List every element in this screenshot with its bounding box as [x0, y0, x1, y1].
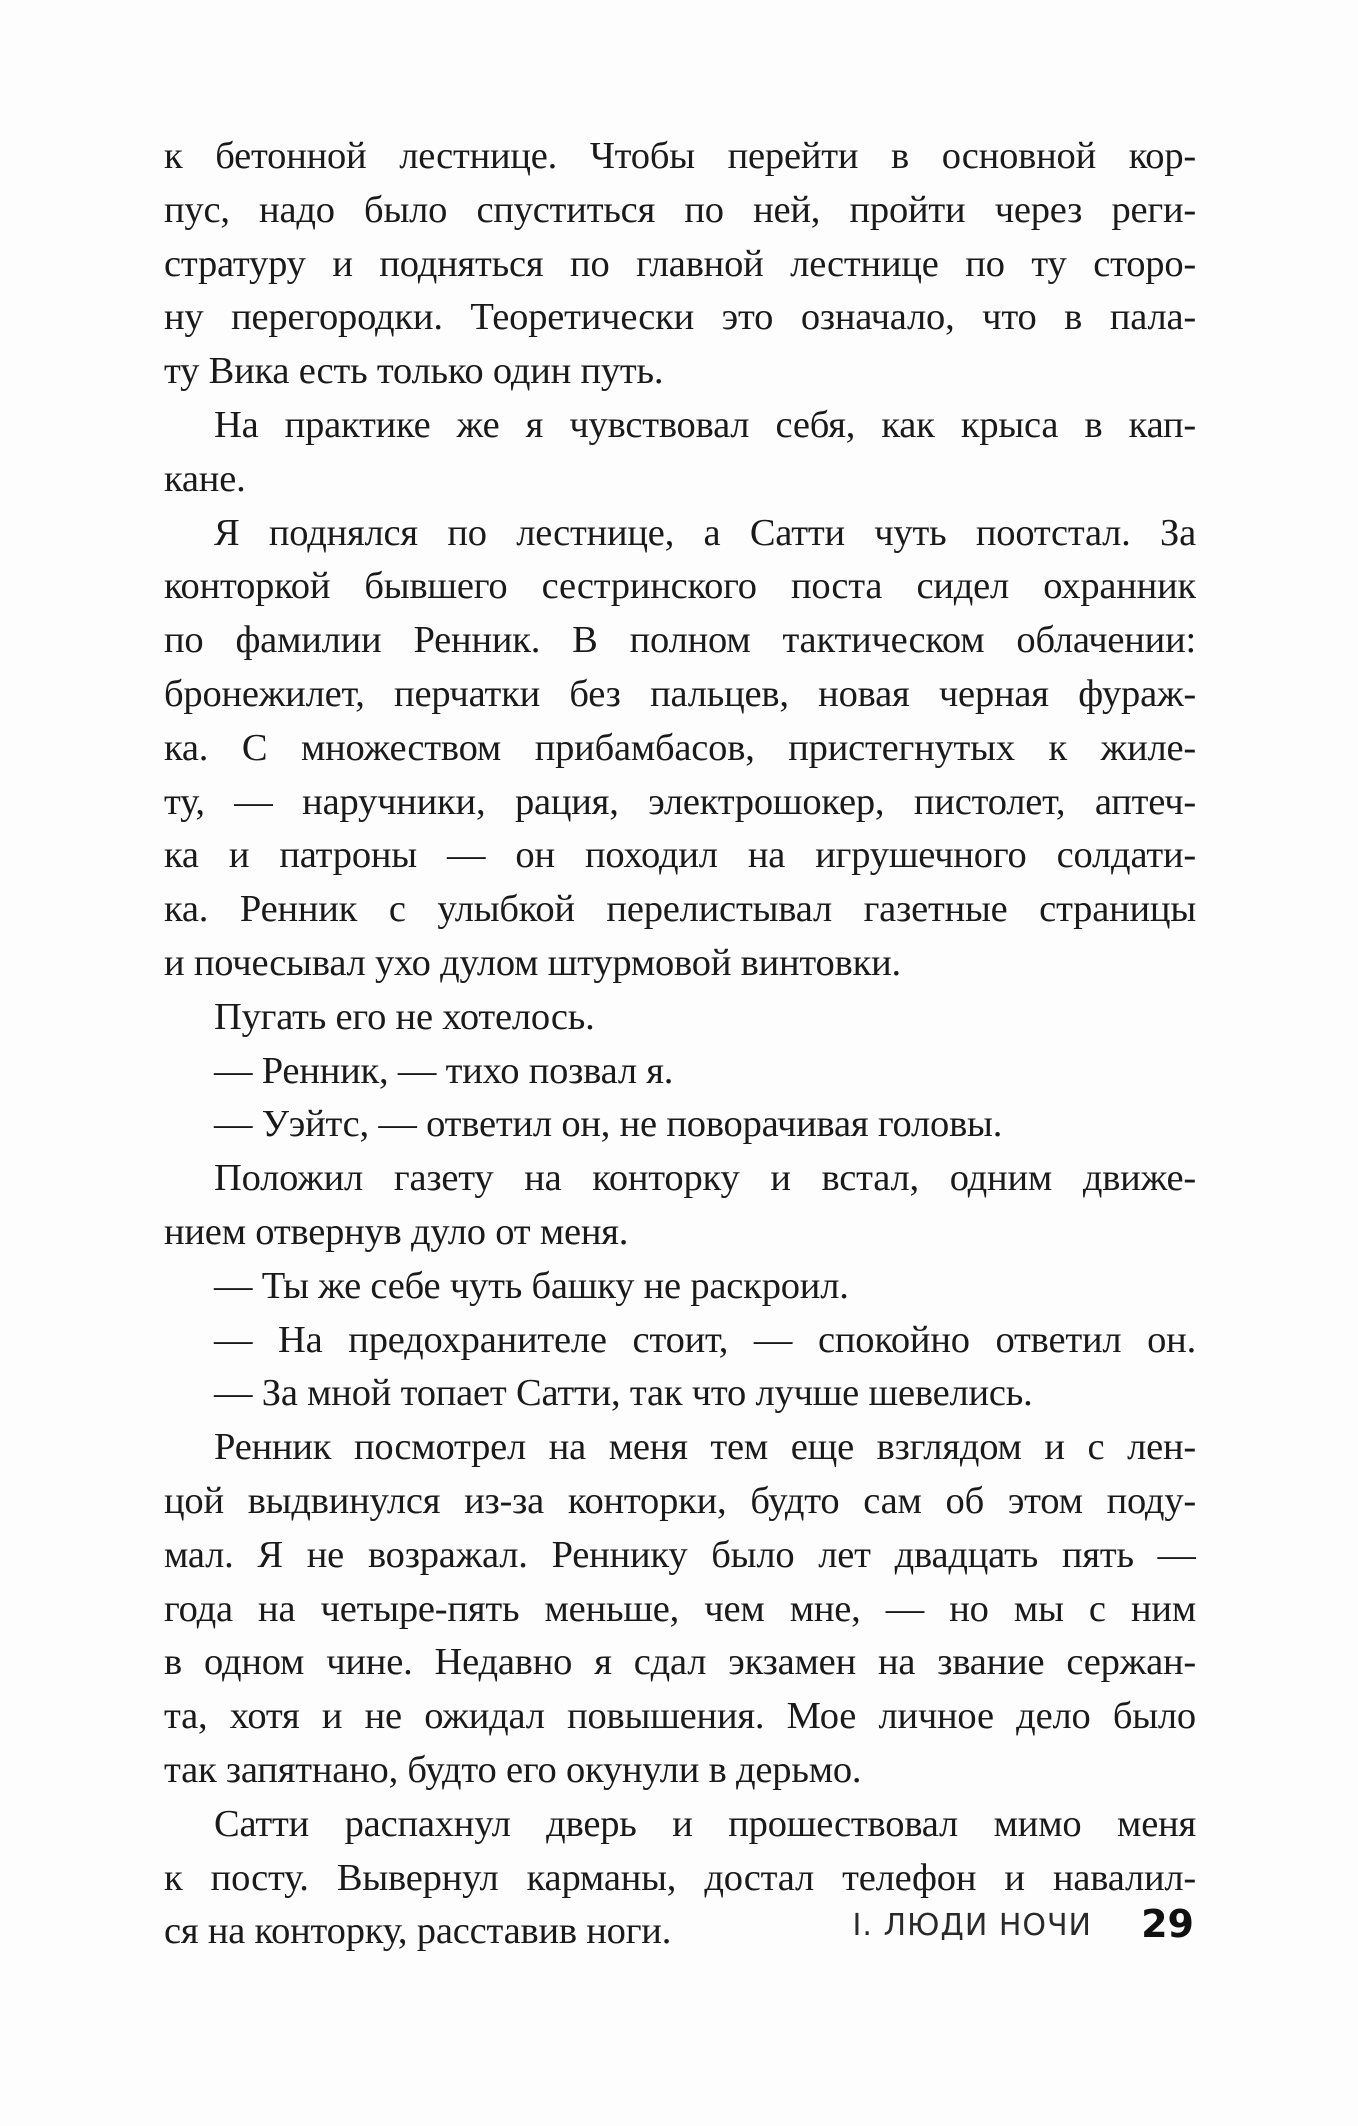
text-line: — На предохранителе стоит, — спокойно ответил он.	[214, 1318, 1196, 1361]
text-line: та, хотя и не ожидал повышения. Мое личное дело было	[164, 1695, 1196, 1738]
text-line: ся на конторку, расставив ноги.	[164, 1910, 672, 1953]
text-line: так запятнано, будто его окунули в дерьмо.	[164, 1748, 862, 1791]
page-footer	[0, 1900, 1358, 1960]
text-line: в одном чине. Недавно я сдал экзамен на звание сержан-	[164, 1641, 1196, 1684]
text-line: и почесывал ухо дулом штурмовой винтовки.	[164, 941, 901, 984]
text-line: — Ренник, — тихо позвал я.	[214, 1049, 674, 1092]
body-text	[164, 130, 1196, 1959]
text-line: нием отвернув дуло от меня.	[164, 1210, 629, 1253]
text-line: кане.	[164, 457, 246, 500]
text-line: ту Вика есть только один путь.	[164, 350, 664, 393]
text-line: ка. С множеством прибамбасов, пристегнутых к жиле-	[164, 726, 1196, 769]
text-line: года на четыре-пять меньше, чем мне, — но мы с ним	[164, 1587, 1196, 1630]
text-line: — За мной топает Сатти, так что лучше шевелись.	[214, 1372, 1033, 1415]
text-line: Я поднялся по лестнице, а Сатти чуть поотстал. За	[214, 511, 1196, 554]
text-line: к бетонной лестнице. Чтобы перейти в основной кор-	[164, 135, 1196, 177]
text-line: конторкой бывшего сестринского поста сидел охранник	[164, 565, 1196, 608]
running-head: I. ЛЮДИ НОЧИ	[852, 1908, 1092, 1943]
text-line: ту, — наручники, рация, электрошокер, пистолет, аптеч-	[164, 780, 1196, 823]
text-line: мал. Я не возражал. Реннику было лет двадцать пять —	[164, 1533, 1196, 1576]
page-number: 29	[1141, 1902, 1194, 1946]
text-line: пус, надо было спуститься по ней, пройти через реги-	[164, 188, 1196, 231]
text-line: ка и патроны — он походил на игрушечного солдати-	[164, 834, 1196, 877]
text-line: стратуру и подняться по главной лестнице по ту сторо-	[164, 242, 1196, 285]
text-line: — Уэйтс, — ответил он, не поворачивая головы.	[214, 1103, 1003, 1146]
text-line: к посту. Вывернул карманы, достал телефон и навалил-	[164, 1856, 1196, 1899]
text-line: Ренник посмотрел на меня тем еще взглядом и с лен-	[214, 1426, 1196, 1469]
text-line: цой выдвинулся из-за конторки, будто сам об этом поду-	[164, 1479, 1196, 1522]
text-line: бронежилет, перчатки без пальцев, новая черная фураж-	[164, 672, 1196, 715]
text-line: ну перегородки. Теоретически это означало, что в пала-	[164, 296, 1196, 339]
text-line: ка. Ренник с улыбкой перелистывал газетные страницы	[164, 888, 1196, 931]
text-line: — Ты же себе чуть башку не раскроил.	[214, 1264, 849, 1307]
text-line: На практике же я чувствовал себя, как крыса в кап-	[214, 403, 1196, 446]
text-line: Сатти распахнул дверь и прошествовал мимо меня	[214, 1802, 1196, 1845]
text-line: по фамилии Ренник. В полном тактическом облачении:	[164, 619, 1196, 662]
text-line: Положил газету на конторку и встал, одним движе-	[214, 1157, 1196, 1200]
text-line: Пугать его не хотелось.	[214, 995, 595, 1038]
